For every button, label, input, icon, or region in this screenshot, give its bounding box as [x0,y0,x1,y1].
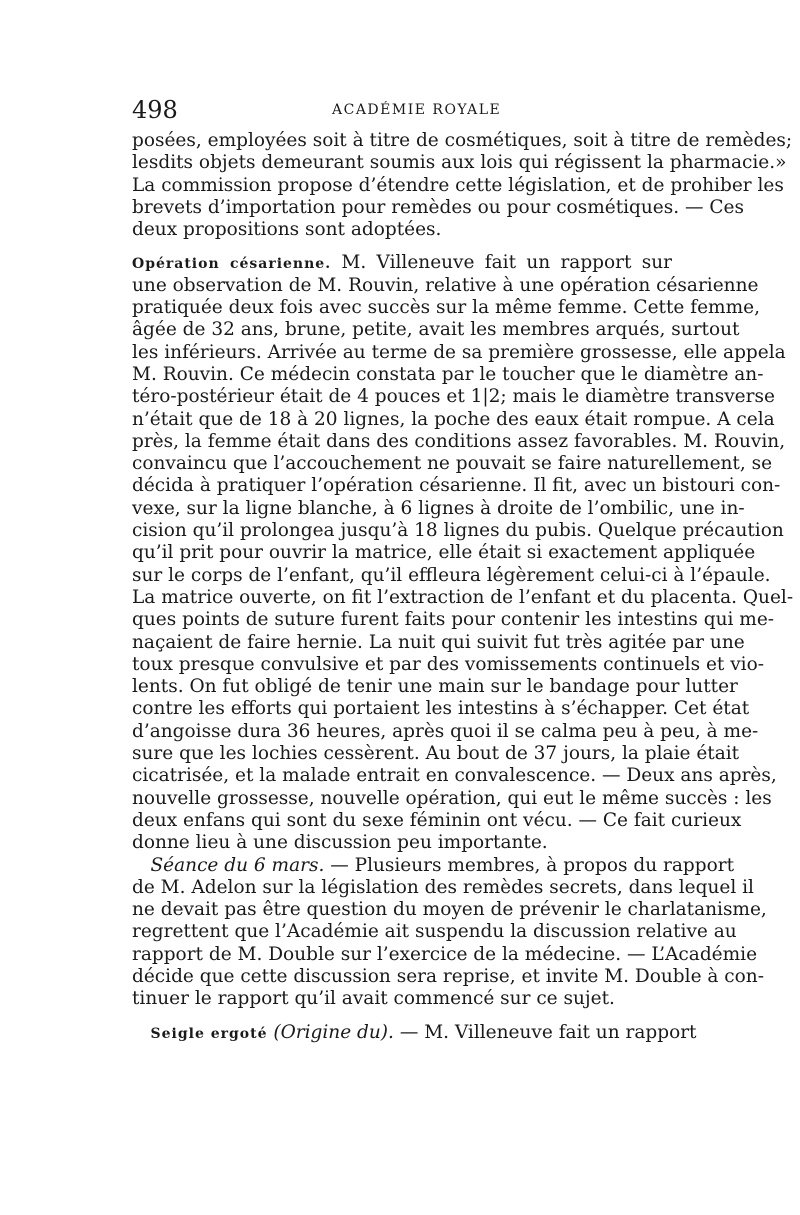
text-fragment: — M. Villeneuve fait un rapport [399,1021,697,1043]
text-line: pratiquée deux fois avec succès sur la même femme. Cette femme, [132,297,760,319]
text-line: sure que les lochies cessèrent. Au bout de 37 jours, la plaie était [132,743,740,765]
text-line: deux enfans qui sont du sexe féminin ont vécu. — Ce fait curieux [132,809,742,831]
text-fragment: — Plusieurs membres, à propos du rapport [330,854,735,876]
section-heading-operation: Opération césarienne. [132,256,332,273]
text-line: rapport de M. Double sur l’exercice de la médecine. — L’Académie [132,943,758,965]
text-line [132,1021,697,1044]
text-line: naçaient de faire hernie. La nuit qui suivit fut très agitée par une [132,631,745,653]
text-line: vexe, sur la ligne blanche, à 6 lignes à droite de l’ombilic, une in- [132,497,745,519]
text-line: n’était que de 18 à 20 lignes, la poche des eaux était rompue. A cela [132,408,775,430]
text-line: cicatrisée, et la malade entrait en convalescence. — Deux ans après, [132,765,777,787]
text-line: convaincu que l’accouchement ne pouvait se faire naturellement, se [132,453,773,475]
text-line: La commission propose d’étendre cette législation, et de prohiber les [132,174,784,196]
text-fragment: M. Villeneuve fait un rapport sur [341,252,673,274]
text-line: posées, employées soit à titre de cosmétiques, soit à titre de remèdes; [132,130,793,151]
text-line [132,252,672,274]
section-heading-seance: Séance du 6 mars. [150,854,325,876]
text-line: tinuer le rapport qu’il avait commencé sur ce sujet. [132,988,615,1010]
page-header [132,96,672,126]
text-line: cision qu’il prolongea jusqu’à 18 lignes du pubis. Quelque précaution [132,520,784,542]
text-line: M. Rouvin. Ce médecin constata par le toucher que le diamètre an- [132,363,764,385]
text-line: toux presque convulsive et par des vomissements continuels et vio- [132,653,764,675]
text-line: La matrice ouverte, on fit l’extraction de l’enfant et du placenta. Quel- [132,586,794,608]
text-line: d’angoisse dura 36 heures, après quoi il se calma peu à peu, à me- [132,720,759,742]
text-line: décida à pratiquer l’opération césarienne. Il fit, avec un bistouri con- [132,475,781,497]
text-line: une observation de M. Rouvin, relative à une opération césarienne [132,274,759,296]
body-text [132,130,794,1044]
text-line: contre les efforts qui portaient les intestins à s’échapper. Cet état [132,698,750,720]
text-line: ne devait pas être question du moyen de prévenir le charlatanisme, [132,899,767,921]
text-line: âgée de 32 ans, brune, petite, avait les membres arqués, surtout [132,319,740,341]
text-line: lesdits objets demeurant soumis aux lois qui régissent la pharmacie.» [132,152,787,174]
text-line: téro-postérieur était de 4 pouces et 1|2; mais le diamètre transverse [132,386,775,408]
text-line: lents. On fut obligé de tenir une main sur le bandage pour lutter [132,676,738,698]
text-line: brevets d’importation pour remèdes ou pour cosmétiques. — Ces [132,196,744,218]
text-line: de M. Adelon sur la législation des remèdes secrets, dans lequel il [132,876,754,898]
text-line: sur le corps de l’enfant, qu’il effleura légèrement celui-ci à l’épaule. [132,564,771,586]
text-line: les inférieurs. Arrivée au terme de sa première grossesse, elle appela [132,341,786,363]
text-line [132,854,735,877]
page-number: 498 [132,96,178,124]
text-line: donne lieu à une discussion peu importante. [132,832,548,854]
text-line: décide que cette discussion sera reprise, et invite M. Double à con- [132,965,764,987]
section-heading-seigle: Seigle ergoté [150,1025,268,1042]
text-line: deux propositions sont adoptées. [132,219,442,241]
running-title: ACADÉMIE ROYALE [332,102,502,118]
section-heading-seigle-paren: (Origine du). [273,1021,394,1043]
text-line: ques points de suture furent faits pour contenir les intestins qui me- [132,609,775,631]
text-line: regrettent que l’Académie ait suspendu la discussion relative au [132,921,737,943]
text-line: qu’il prit pour ouvrir la matrice, elle était si exactement appliquée [132,542,756,564]
text-line: près, la femme était dans des conditions assez favorables. M. Rouvin, [132,430,786,452]
text-line: nouvelle grossesse, nouvelle opération, qui eut le même succès : les [132,787,772,809]
